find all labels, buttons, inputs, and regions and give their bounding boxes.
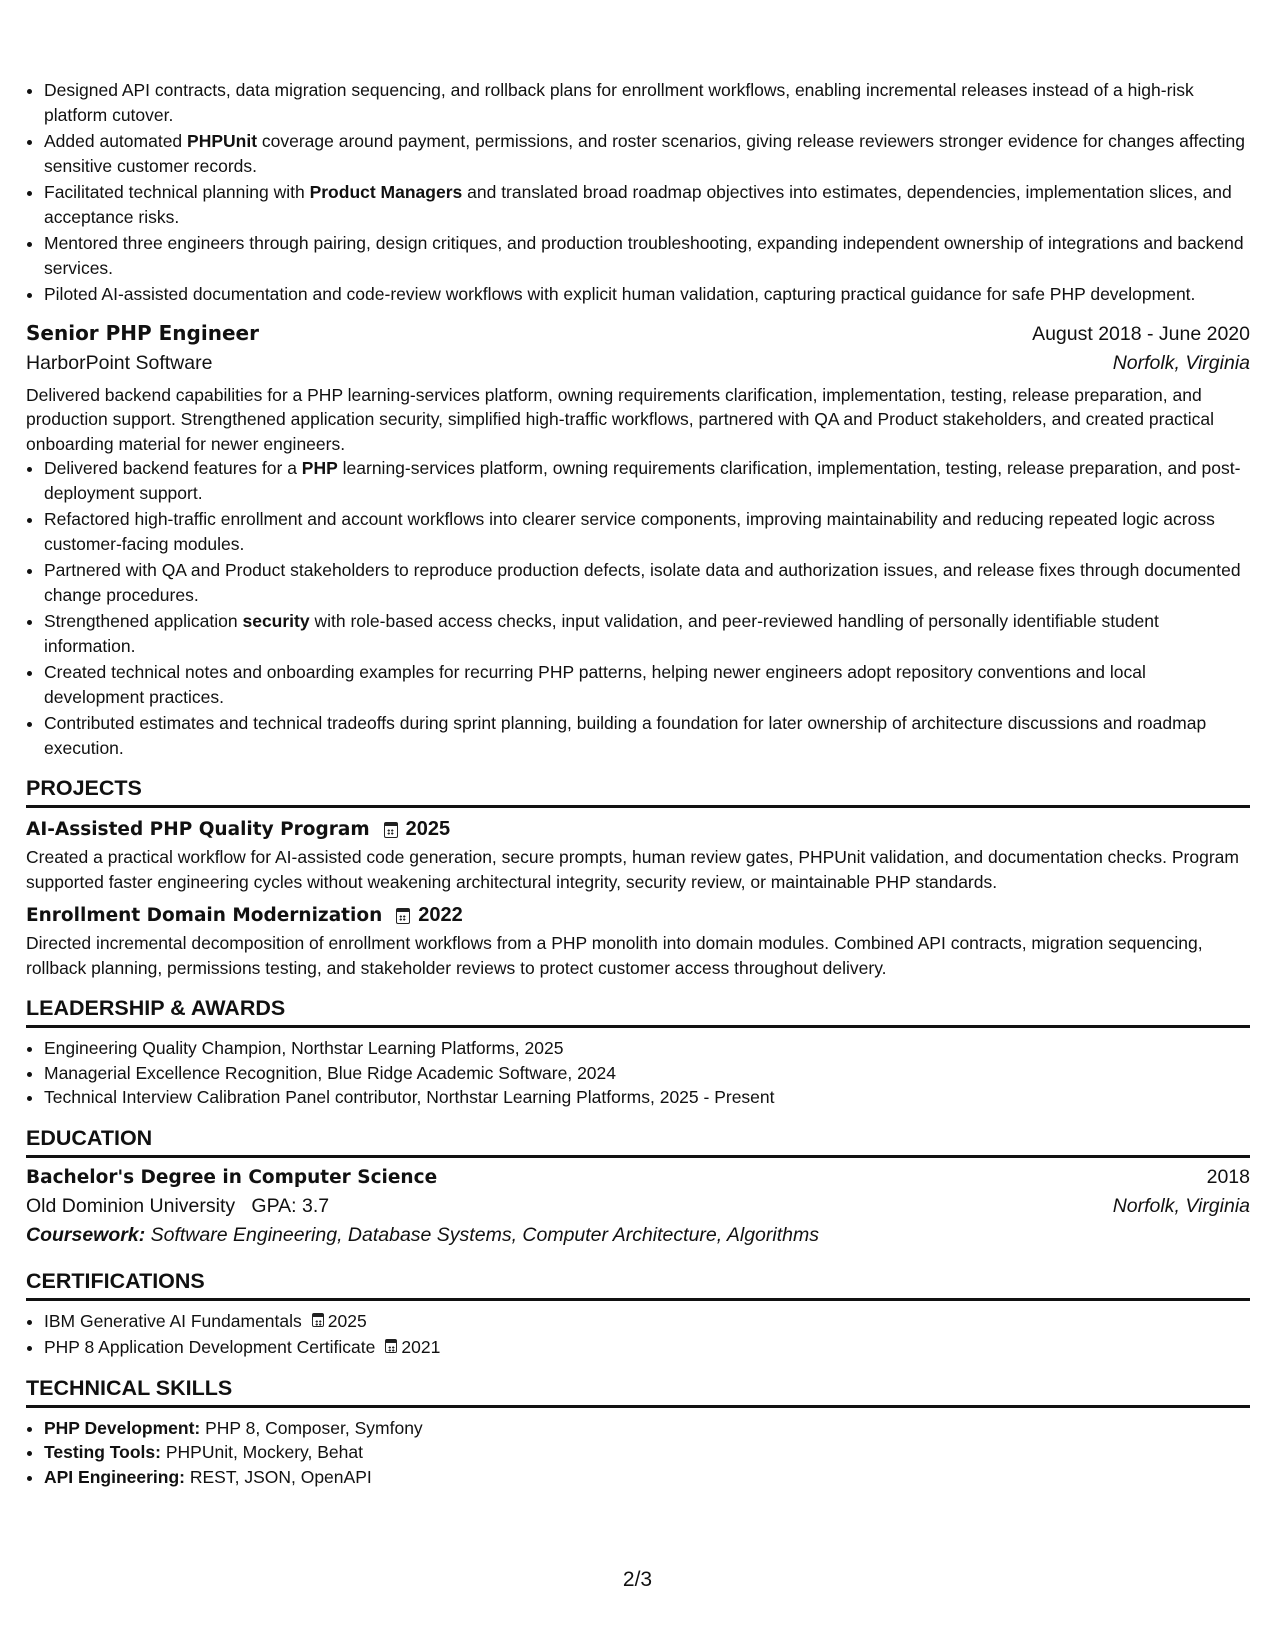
coursework bbox=[26, 1224, 1250, 1247]
certification-name: PHP 8 Application Development Certificate bbox=[44, 1337, 376, 1357]
list-item bbox=[44, 1416, 1250, 1441]
certification-year: 2021 bbox=[401, 1337, 441, 1357]
project-name: AI-Assisted PHP Quality Program bbox=[26, 819, 370, 840]
list-item: • Piloted AI-assisted documentation and code-review workflows with explicit human validation, capturing practical guidance for safe PHP development. bbox=[44, 282, 1250, 307]
list-item bbox=[44, 1440, 1250, 1465]
certifications-list bbox=[26, 1309, 1250, 1360]
list-item: • Mentored three engineers through pairing, design critiques, and production troubleshooting, expanding independent ownership of integrations and backend services. bbox=[44, 231, 1250, 280]
certification-year: 2025 bbox=[327, 1310, 367, 1331]
section-title-projects: PROJECTS bbox=[26, 776, 1250, 808]
school-name: Old Dominion University bbox=[26, 1194, 236, 1217]
project-description: Created a practical workflow for AI-assisted code generation, secure prompts, human review gates, PHPUnit validation, and documentation checks. Program supported faster engineering cycles without weakening architectural integrity, security review, or maintainable PHP standards. bbox=[26, 847, 1239, 892]
list-item: • Facilitated technical planning with Product Managers and translated broad roadmap objectives into estimates, dependencies, implementation slices, and acceptance risks. bbox=[44, 180, 1250, 229]
calendar-icon bbox=[385, 1339, 397, 1353]
job-company: HarborPoint Software bbox=[26, 351, 213, 374]
skill-label: PHP Development: bbox=[44, 1417, 201, 1438]
job-summary: Delivered backend capabilities for a PHP learning-services platform, owning requirements clarification, implementation, testing, release preparation, and production support. Strengthened application security, simplified high-traffic workflows, partnered with QA and Product stakeholders, and created practical onboarding material for newer engineers. bbox=[26, 384, 1215, 454]
list-item: • Technical Interview Calibration Panel contributor, Northstar Learning Platforms, 2025 - Present bbox=[44, 1085, 1250, 1110]
coursework-list: Software Engineering, Database Systems, Computer Architecture, Algorithms bbox=[150, 1223, 819, 1246]
section-title-education: EDUCATION bbox=[26, 1126, 1250, 1158]
job-header bbox=[26, 321, 1250, 346]
list-item: • Contributed estimates and technical tradeoffs during sprint planning, building a foundation for later ownership of architecture discussions and roadmap execution. bbox=[44, 711, 1250, 760]
page-number: 2/3 bbox=[622, 1568, 653, 1591]
resume-page bbox=[26, 78, 1250, 1489]
coursework-label: Coursework: bbox=[26, 1223, 146, 1246]
list-item: • Refactored high-traffic enrollment and account workflows into clearer service components, improving maintainability and reducing repeated logic across customer-facing modules. bbox=[44, 507, 1250, 556]
list-item: • Added automated PHPUnit coverage around payment, permissions, and roster scenarios, giving release reviewers stronger evidence for changes affecting sensitive customer records. bbox=[44, 129, 1250, 178]
skill-value: PHPUnit, Mockery, Behat bbox=[165, 1442, 363, 1462]
project-entry bbox=[26, 818, 1250, 894]
list-item: • Partnered with QA and Product stakeholders to reproduce production defects, isolate data and authorization issues, and release fixes through documented change procedures. bbox=[44, 558, 1250, 607]
job-subheader bbox=[26, 352, 1250, 375]
skill-label: Testing Tools: bbox=[44, 1442, 161, 1462]
job-bullets bbox=[26, 456, 1250, 760]
list-item: • Engineering Quality Champion, Northstar Learning Platforms, 2025 bbox=[44, 1036, 1250, 1061]
education-entry bbox=[26, 1166, 1250, 1247]
school-info bbox=[26, 1195, 329, 1218]
list-item bbox=[44, 1309, 1250, 1334]
experience-continued-list bbox=[26, 78, 1250, 307]
section-title-skills: TECHNICAL SKILLS bbox=[26, 1376, 1250, 1408]
project-name: Enrollment Domain Modernization bbox=[26, 905, 383, 926]
list-item: • Managerial Excellence Recognition, Blue Ridge Academic Software, 2024 bbox=[44, 1061, 1250, 1086]
calendar-icon bbox=[312, 1313, 324, 1327]
leadership-list bbox=[26, 1036, 1250, 1110]
list-item bbox=[44, 1335, 1250, 1360]
education-subheader bbox=[26, 1195, 1250, 1218]
project-description: Directed incremental decomposition of enrollment workflows from a PHP monolith into domain modules. Combined API contracts, migration sequencing, rollback planning, permissions testing, and stakeholder reviews to protect customer access throughout delivery. bbox=[26, 933, 1203, 978]
calendar-icon bbox=[384, 822, 398, 838]
section-title-certifications: CERTIFICATIONS bbox=[26, 1269, 1250, 1301]
project-title bbox=[26, 904, 1250, 927]
section-title-leadership: LEADERSHIP & AWARDS bbox=[26, 996, 1250, 1028]
project-title bbox=[26, 818, 1250, 841]
project-year: 2025 bbox=[405, 818, 451, 840]
skill-label: API Engineering: bbox=[44, 1466, 185, 1487]
education-header bbox=[26, 1166, 1250, 1189]
list-item: • Created technical notes and onboarding examples for recurring PHP patterns, helping newer engineers adopt repository conventions and local development practices. bbox=[44, 660, 1250, 709]
project-year: 2022 bbox=[418, 904, 463, 926]
list-item: • Delivered backend features for a PHP learning-services platform, owning requirements clarification, implementation, testing, release preparation, and post-deployment support. bbox=[44, 456, 1250, 505]
job-title: Senior PHP Engineer bbox=[26, 320, 259, 345]
job-dates: August 2018 - June 2020 bbox=[1032, 322, 1250, 345]
skills-list bbox=[26, 1416, 1250, 1490]
graduation-year: 2018 bbox=[1206, 1165, 1250, 1188]
project-entry bbox=[26, 904, 1250, 980]
skill-value: REST, JSON, OpenAPI bbox=[189, 1466, 372, 1487]
job-location: Norfolk, Virginia bbox=[1112, 351, 1250, 374]
job-entry bbox=[26, 321, 1250, 761]
skill-value: PHP 8, Composer, Symfony bbox=[205, 1417, 423, 1438]
school-location: Norfolk, Virginia bbox=[1112, 1194, 1250, 1217]
calendar-icon bbox=[396, 908, 410, 924]
list-item: • Designed API contracts, data migration sequencing, and rollback plans for enrollment workflows, enabling incremental releases instead of a high-risk platform cutover. bbox=[44, 78, 1250, 127]
list-item bbox=[44, 1465, 1250, 1490]
certification-name: IBM Generative AI Fundamentals bbox=[44, 1310, 302, 1331]
list-item: • Strengthened application security with role-based access checks, input validation, and peer-reviewed handling of personally identifiable student information. bbox=[44, 609, 1250, 658]
gpa: GPA: 3.7 bbox=[251, 1194, 330, 1217]
degree-title: Bachelor's Degree in Computer Science bbox=[26, 1166, 438, 1188]
